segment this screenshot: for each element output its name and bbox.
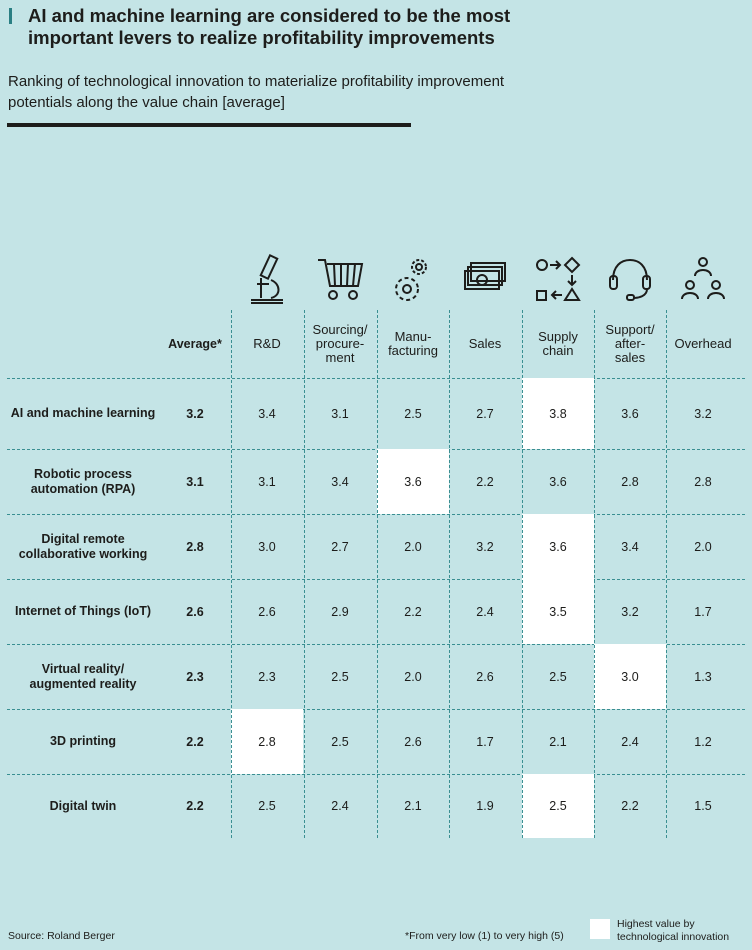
value-cell: 2.5	[258, 799, 276, 813]
column-header-supply-chain: Supply chain	[538, 329, 578, 358]
value-cell: 1.2	[694, 734, 712, 749]
value-cell: 2.3	[258, 669, 276, 684]
value-cell: 2.5	[331, 669, 349, 684]
value-cell: 3.4	[621, 539, 639, 554]
highest-value-cell: 2.8	[231, 709, 303, 774]
value-cell: 2.0	[694, 539, 712, 554]
gears-icon	[377, 252, 449, 306]
row-average: 3.2	[186, 406, 204, 421]
table-row	[0, 514, 752, 579]
row-label: Digital remote collaborative working	[18, 531, 148, 561]
value-cell: 1.5	[694, 799, 712, 813]
value-cell: 2.2	[476, 474, 494, 489]
value-cell: 2.0	[404, 669, 422, 684]
table-row	[0, 579, 752, 644]
column-header-overhead: Overhead	[674, 336, 732, 351]
column-header-sales: Sales	[468, 336, 502, 351]
value-cell: 2.8	[694, 474, 712, 489]
table-header-row	[0, 310, 752, 378]
column-divider	[594, 310, 595, 838]
value-cell: 2.1	[404, 799, 422, 813]
value-cell: 2.2	[621, 799, 639, 813]
value-cell: 2.6	[258, 604, 276, 619]
column-header-sourcing: Sourcing/ procure- ment	[312, 322, 368, 365]
value-cell: 3.1	[258, 474, 276, 489]
row-label: Digital twin	[49, 798, 117, 813]
value-cell: 3.6	[621, 406, 639, 421]
column-header-support: Support/ after- sales	[605, 322, 655, 365]
value-cell: 2.4	[476, 604, 494, 619]
highest-value-cell: 3.6	[522, 514, 594, 579]
column-divider	[449, 310, 450, 838]
table-row	[0, 709, 752, 774]
chart-subtitle: Ranking of technological innovation to materialize profitability improvement potentials along the value chain [average]	[8, 73, 505, 111]
column-header-manufacturing: Manu- facturing	[388, 329, 438, 358]
column-divider	[522, 310, 523, 838]
data-table	[0, 378, 752, 838]
value-cell: 2.1	[549, 734, 567, 749]
shopping-cart-icon	[304, 252, 376, 306]
value-cell: 2.8	[621, 474, 639, 489]
value-cell: 2.5	[404, 406, 422, 421]
value-cell: 3.6	[549, 474, 567, 489]
people-hierarchy-icon	[667, 252, 739, 306]
column-divider	[304, 310, 305, 838]
value-cell: 2.6	[476, 669, 494, 684]
row-label: Robotic process automation (RPA)	[30, 466, 136, 496]
highest-value-cell: 3.5	[522, 579, 594, 644]
value-cell: 3.2	[621, 604, 639, 619]
microscope-icon	[231, 252, 303, 306]
value-cell: 3.4	[258, 406, 276, 421]
table-row	[0, 774, 752, 838]
legend-swatch	[590, 919, 610, 939]
value-cell: 3.2	[694, 406, 712, 421]
value-cell: 3.4	[331, 474, 349, 489]
column-icons	[0, 252, 752, 306]
value-cell: 1.7	[694, 604, 712, 619]
title-accent-bar	[9, 8, 12, 24]
value-cell: 3.2	[476, 539, 494, 554]
highest-value-cell: 3.6	[377, 449, 449, 514]
column-divider	[666, 310, 667, 838]
row-label: Internet of Things (IoT)	[14, 604, 152, 618]
value-cell: 1.9	[476, 799, 494, 813]
value-cell: 2.4	[331, 799, 349, 813]
value-cell: 1.3	[694, 669, 712, 684]
value-cell: 2.5	[549, 669, 567, 684]
row-label: Virtual reality/ augmented reality	[29, 661, 137, 691]
table-row	[0, 449, 752, 514]
chart-title: AI and machine learning are considered to be the most important levers to realize profitability improvements	[28, 5, 511, 48]
value-cell: 2.4	[621, 734, 639, 749]
table-row	[0, 644, 752, 709]
highest-value-cell: 3.8	[522, 378, 594, 449]
supply-chain-flow-icon	[522, 252, 594, 306]
value-cell: 2.6	[404, 734, 422, 749]
row-average: 2.6	[186, 604, 204, 619]
table-row	[0, 378, 752, 449]
row-average: 2.8	[186, 539, 204, 554]
scale-footnote: *From very low (1) to very high (5)	[405, 930, 564, 942]
highest-value-cell: 3.0	[594, 644, 666, 709]
value-cell: 2.9	[331, 604, 349, 619]
row-average: 3.1	[186, 474, 204, 489]
source-note: Source: Roland Berger	[8, 930, 115, 942]
value-cell: 1.7	[476, 734, 494, 749]
column-header-rd: R&D	[253, 336, 281, 351]
highest-value-cell: 2.5	[522, 774, 594, 838]
value-cell: 2.7	[331, 539, 349, 554]
value-cell: 3.0	[258, 539, 276, 554]
headset-icon	[594, 252, 666, 306]
subtitle-rule	[7, 123, 411, 127]
value-cell: 3.1	[331, 406, 349, 421]
value-cell: 2.0	[404, 539, 422, 554]
money-stack-icon	[449, 252, 521, 306]
column-divider	[231, 310, 232, 838]
legend-label: Highest value by technological innovation	[617, 918, 730, 943]
row-average: 2.3	[186, 669, 204, 684]
row-average: 2.2	[186, 734, 204, 749]
row-average: 2.2	[186, 799, 204, 813]
average-column-header: Average*	[168, 337, 222, 351]
column-divider	[377, 310, 378, 838]
value-cell: 2.2	[404, 604, 422, 619]
row-label: AI and machine learning	[10, 406, 156, 420]
value-cell: 2.7	[476, 406, 494, 421]
row-label: 3D printing	[50, 734, 116, 748]
value-cell: 2.5	[331, 734, 349, 749]
